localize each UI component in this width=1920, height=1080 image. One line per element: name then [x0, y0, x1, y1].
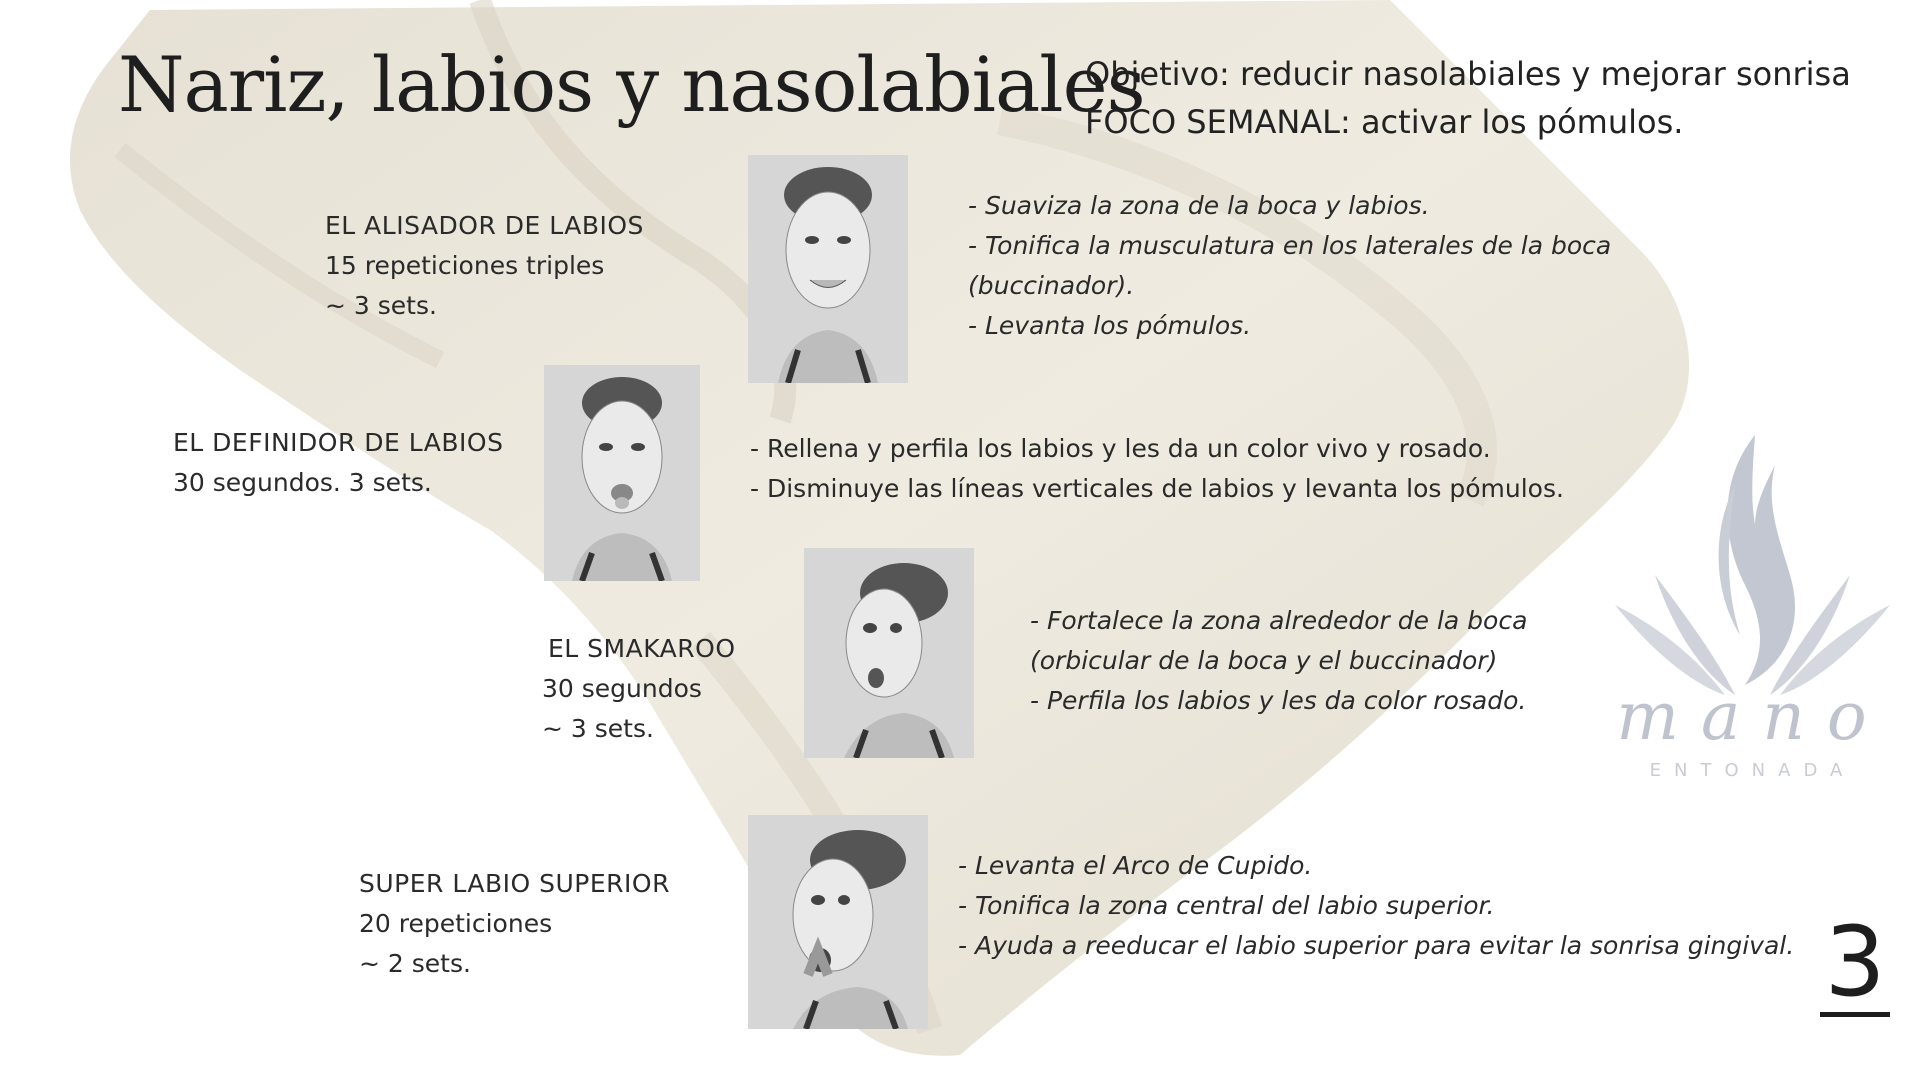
- logo-brand-text: mano: [1616, 678, 1889, 755]
- exercise-2-name: EL DEFINIDOR DE LABIOS: [173, 428, 504, 457]
- exercise-2-benefit-1: - Rellena y perfila los labios y les da un color vivo y rosado.: [750, 434, 1491, 463]
- exercise-3-info: [542, 629, 736, 749]
- exercise-2-reps: 30 segundos. 3 sets.: [173, 468, 432, 497]
- exercise-1-benefits: [968, 186, 1611, 346]
- exercise-1-info: [325, 206, 644, 326]
- goal-weekly-focus: FOCO SEMANAL: activar los pómulos.: [1085, 103, 1684, 141]
- exercise-2-photo: [544, 365, 700, 581]
- goal-block: [1085, 50, 1851, 146]
- exercise-3-benefit-3: - Perfila los labios y les da color rosado.: [1030, 686, 1527, 715]
- exercise-1-benefit-1: - Suaviza la zona de la boca y labios.: [968, 191, 1430, 220]
- exercise-1-benefit-2: - Tonifica la musculatura en los laterales de la boca: [968, 231, 1612, 260]
- exercise-4-benefit-1: - Levanta el Arco de Cupido.: [958, 851, 1313, 880]
- exercise-4-info: [359, 864, 670, 984]
- exercise-1-name: EL ALISADOR DE LABIOS: [325, 211, 644, 240]
- exercise-4-benefits: [958, 846, 1794, 966]
- page-number: 3: [1820, 912, 1890, 1017]
- exercise-3-sets: ~ 3 sets.: [542, 714, 654, 743]
- exercise-2-benefit-2: - Disminuye las líneas verticales de labios y levanta los pómulos.: [750, 474, 1564, 503]
- exercise-1-photo: [748, 155, 908, 383]
- exercise-1-benefit-4: - Levanta los pómulos.: [968, 311, 1252, 340]
- exercise-2-info: [173, 423, 503, 503]
- exercise-4-benefit-2: - Tonifica la zona central del labio superior.: [958, 891, 1495, 920]
- exercise-2-benefits: [750, 429, 1564, 509]
- exercise-1-reps: 15 repeticiones triples: [325, 251, 605, 280]
- exercise-3-benefit-2: (orbicular de la boca y el buccinador): [1030, 646, 1498, 675]
- goal-objective: Objetivo: reducir nasolabiales y mejorar sonrisa: [1085, 55, 1851, 93]
- exercise-4-sets: ~ 2 sets.: [359, 949, 471, 978]
- exercise-4-benefit-3: - Ayuda a reeducar el labio superior para evitar la sonrisa gingival.: [958, 931, 1795, 960]
- page-title: Nariz, labios y nasolabiales: [118, 40, 1145, 129]
- exercise-4-reps: 20 repeticiones: [359, 909, 553, 938]
- exercise-1-sets: ~ 3 sets.: [325, 291, 437, 320]
- logo-brand-subtitle: ENTONADA: [1649, 760, 1856, 781]
- exercise-1-benefit-3: (buccinador).: [968, 271, 1135, 300]
- exercise-4-name: SUPER LABIO SUPERIOR: [359, 869, 670, 898]
- exercise-3-photo: [804, 548, 974, 758]
- exercise-4-photo: [748, 815, 928, 1029]
- exercise-3-benefits: [1030, 601, 1527, 721]
- exercise-3-reps: 30 segundos: [542, 674, 702, 703]
- exercise-3-benefit-1: - Fortalece la zona alrededor de la boca: [1030, 606, 1528, 635]
- exercise-3-name: EL SMAKAROO: [548, 634, 736, 663]
